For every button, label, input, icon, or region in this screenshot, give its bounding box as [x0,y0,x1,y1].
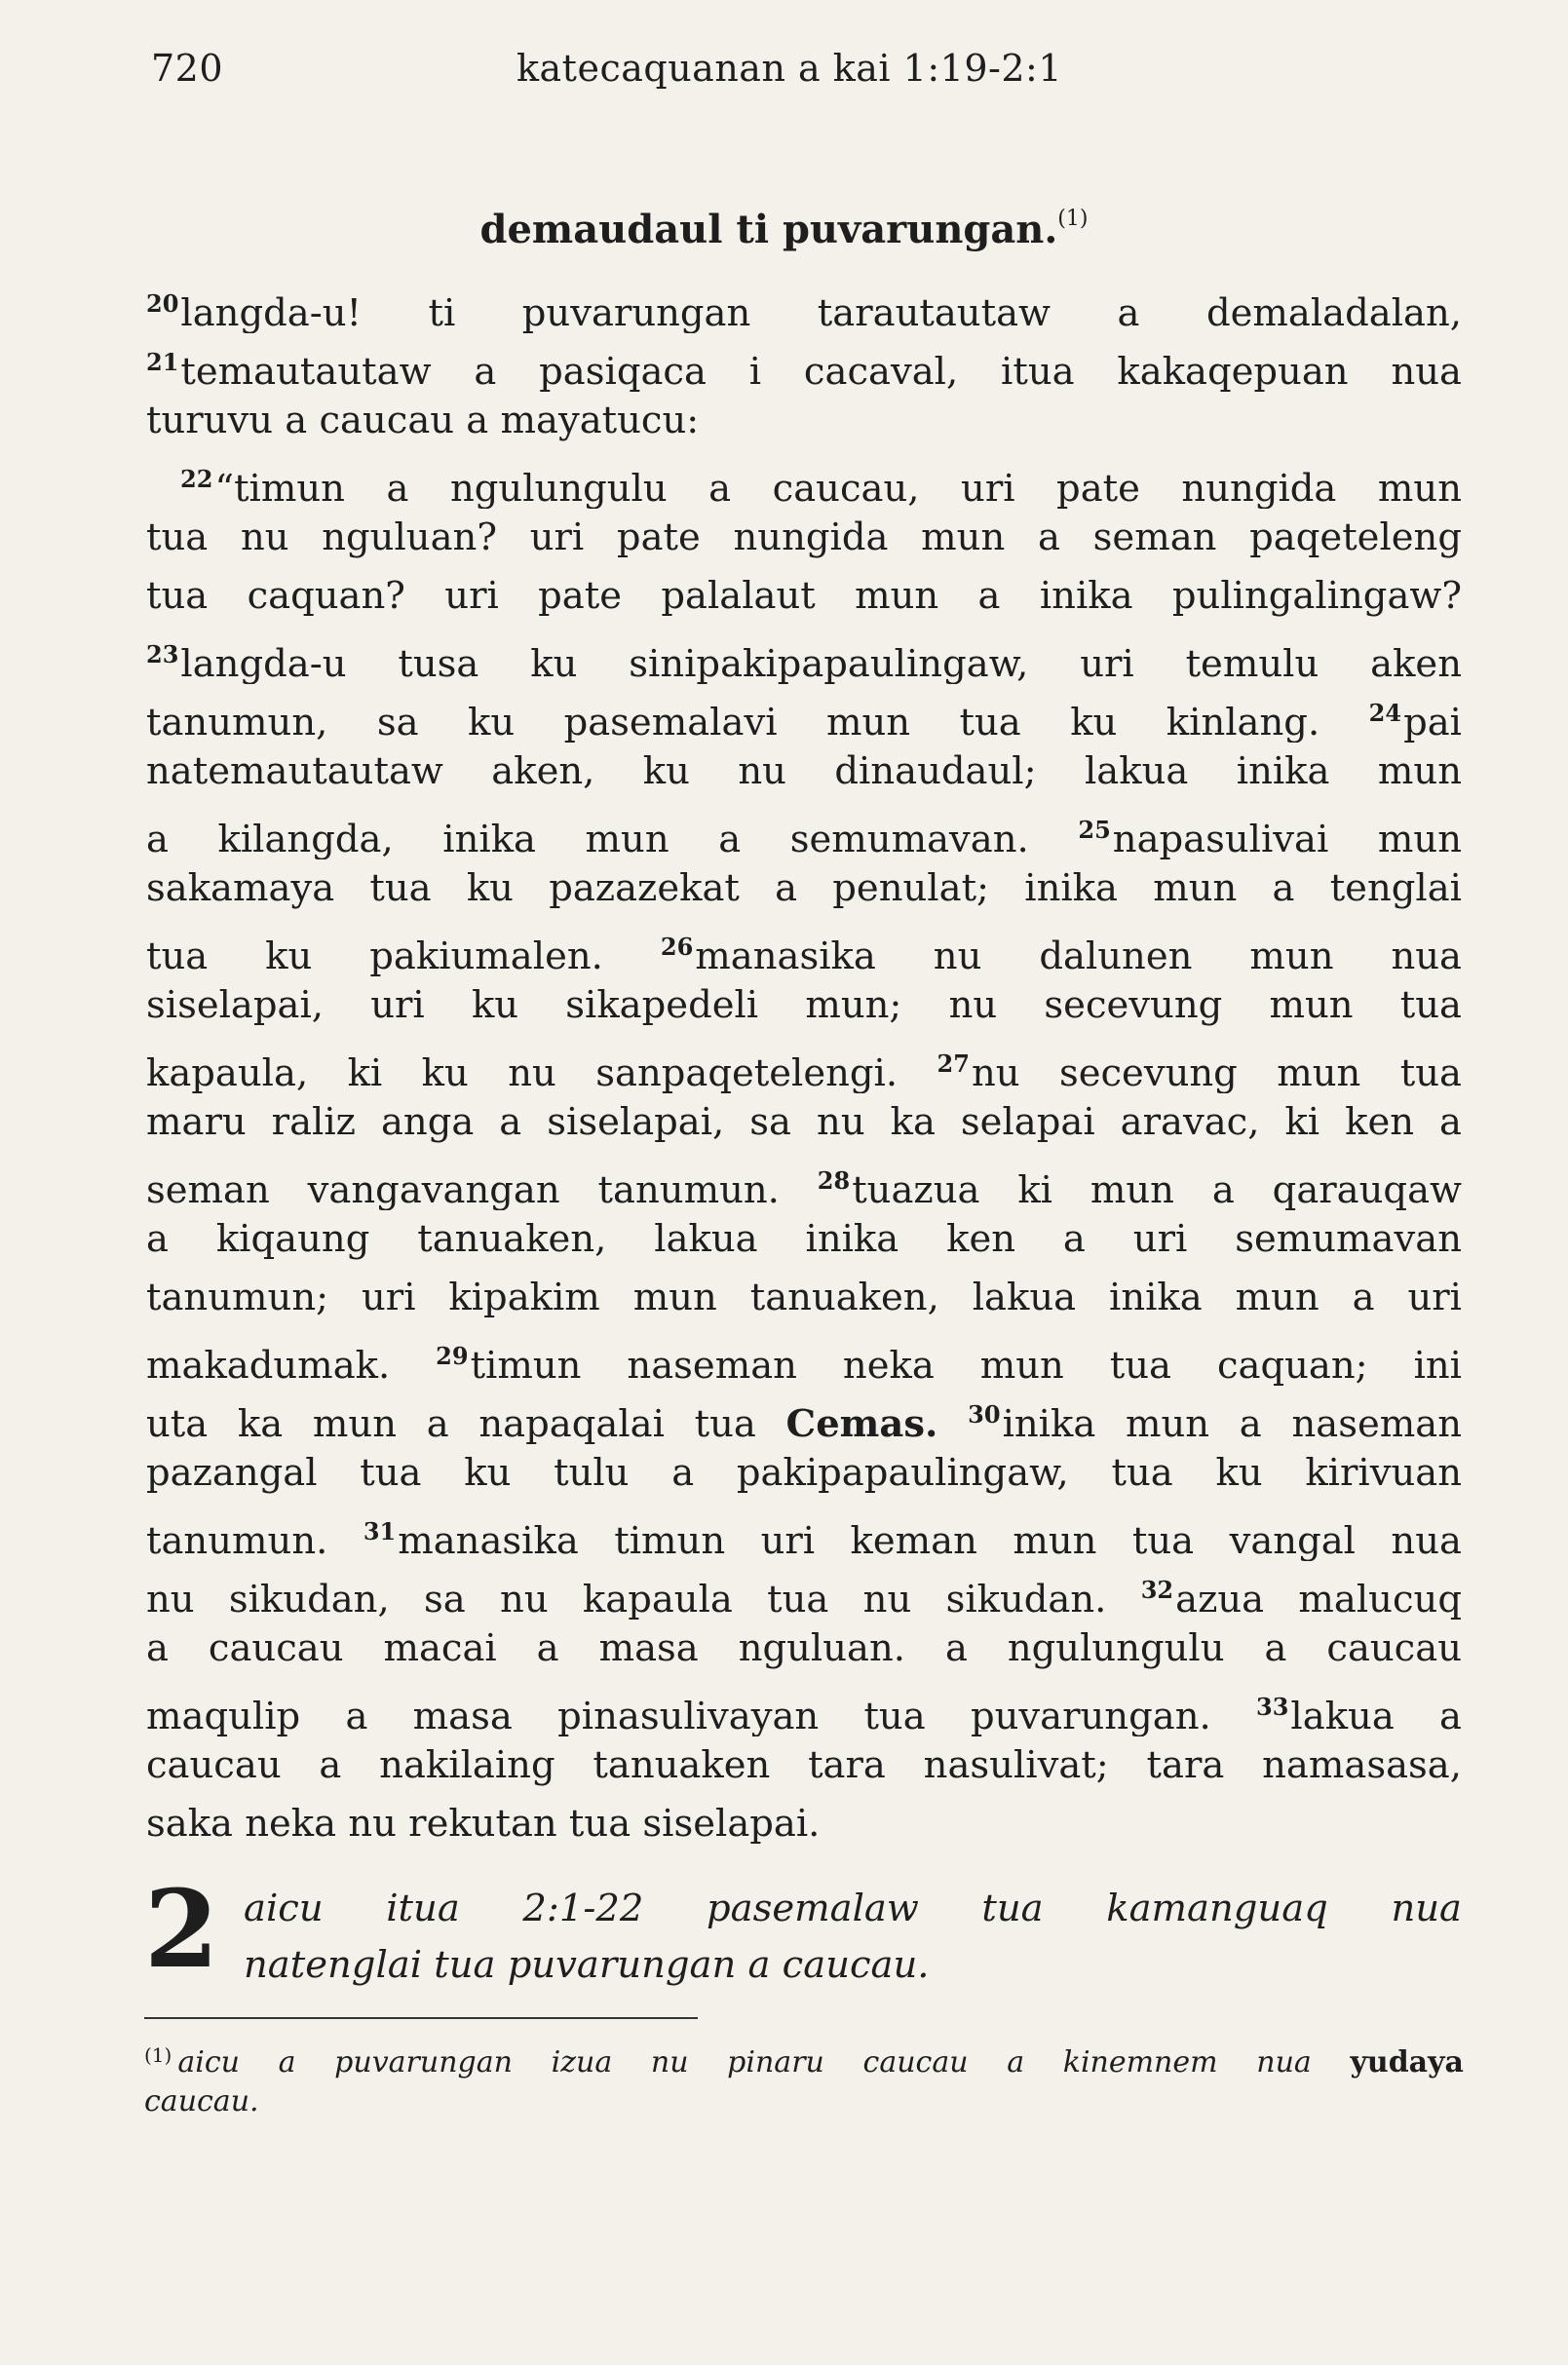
verse-number: 25 [1078,816,1111,844]
verse-number: 28 [817,1166,851,1195]
text-line [146,801,1462,859]
footnote-divider [144,2017,698,2019]
verse-number: 20 [146,289,179,318]
text-line [146,684,1462,743]
text-line [146,567,1462,626]
verse-text: makadumak. [146,1344,391,1386]
verse-text: timun naseman neka mun tua caquan; ini [470,1344,1462,1386]
text-line [146,509,1462,567]
verse-text: manasika nu dalunen mun nua [695,935,1462,976]
verse-text: langda-u! ti puvarungan tarautautaw a demaladalan, [180,291,1462,333]
text-line [146,1386,1462,1444]
verse-text: manasika timun uri keman mun tua vangal nua [398,1519,1462,1561]
verse-text: sakamaya tua ku pazazekat a penulat; inika mun a tenglai [146,866,1462,910]
verse-number: 29 [436,1342,469,1370]
text-line [146,333,1462,392]
verse-text: tua nu nguluan? uri pate nungida mun a seman paqeteleng [146,515,1462,559]
verse-text: nu sikudan, sa nu kapaula tua nu sikudan. [146,1578,1107,1620]
text-line [146,1327,1462,1386]
verse-text: caucau a nakilaing tanuaken tara nasulivat; tara namasasa, [146,1743,1462,1787]
verse-number: 33 [1256,1693,1289,1721]
footnote-text: aicu a puvarungan izua nu pinaru caucau a kinemnem nua [177,2045,1312,2079]
text-line [146,859,1462,918]
text-line [146,1503,1462,1561]
verse-text: tanumun. [146,1519,328,1561]
verse-text: a kiqaung tanuaken, lakua inika ken a uri semumavan [146,1217,1462,1261]
verse-text: temautautaw a pasiqaca i cacaval, itua kakaqepuan nua [180,350,1462,392]
verse-text: maru raliz anga a siselapai, sa nu ka selapai aravac, ki ken a [146,1100,1462,1144]
bold-word: Cemas. [785,1402,938,1444]
text-line [146,1736,1462,1795]
verse-text: inika mun a naseman [1002,1402,1462,1444]
verse-number: 27 [937,1049,970,1078]
section-heading [0,207,1568,252]
verse-text: saka neka nu rekutan tua siselapai. [146,1802,821,1846]
footnote-line: caucau. [144,2084,259,2118]
verse-text: tanumun; uri kipakim mun tanuaken, lakua inika mun a uri [146,1276,1462,1319]
text-line [146,976,1462,1035]
verse-text: “timun a ngulungulu a caucau, uri pate nungida mun [214,467,1462,509]
text-line [146,275,1462,333]
footnote [144,2032,1464,2125]
verse-text: natemautautaw aken, ku nu dinaudaul; lakua inika mun [146,749,1462,793]
text-line [146,1035,1462,1093]
text-line [146,392,1462,450]
summary-line: aicu itua 2:1-22 pasemalaw tua kamanguaq nua [244,1887,1462,1930]
verse-text: lakua a [1290,1695,1462,1736]
verse-text: turuvu a caucau a mayatucu: [146,399,700,442]
text-line [146,1152,1462,1210]
chapter-number: 2 [144,1866,219,1992]
verse-text: nu secevung mun tua [971,1051,1462,1093]
running-head [151,47,1467,105]
verse-text: a kilangda, inika mun a semumavan. [146,818,1029,859]
text-line [146,1795,1462,1853]
verse-number: 30 [968,1400,1001,1429]
chapter-summary [244,1881,1462,1994]
verse-text: a caucau macai a masa nguluan. a ngulungulu a caucau [146,1626,1462,1670]
verse-text: pazangal tua ku tulu a pakipapaulingaw, tua ku kirivuan [146,1451,1462,1495]
verse-number: 24 [1368,699,1402,727]
footnote-ref: (1) [1057,207,1089,231]
summary-line: natenglai tua puvarungan a caucau. [244,1943,930,1987]
verse-text: maqulip a masa pinasulivayan tua puvarungan. [146,1695,1211,1736]
verse-text: tanumun, sa ku pasemalavi mun tua ku kinlang. [146,701,1320,743]
verse-text: kapaula, ki ku nu sanpaqetelengi. [146,1051,899,1093]
verse-text: tuazua ki mun a qarauqaw [852,1168,1462,1210]
text-line [146,1561,1462,1620]
verse-number: 22 [180,465,213,493]
section-heading-text: demaudaul ti puvarungan. [479,207,1058,252]
text-line [146,1269,1462,1327]
verse-text: napasulivai mun [1112,818,1462,859]
verse-number: 32 [1140,1576,1174,1604]
verse-text: uta ka mun a napaqalai tua [146,1402,756,1444]
text-line [146,1444,1462,1503]
page-number: 720 [151,47,224,90]
verse-number: 23 [146,640,179,668]
verse-text: tua caquan? uri pate palalaut mun a inika pulingalingaw? [146,574,1462,618]
text-line [146,1678,1462,1736]
verse-number: 31 [363,1517,397,1545]
verse-number: 26 [660,933,694,961]
text-line [146,626,1462,684]
verse-text: seman vangavangan tanumun. [146,1168,780,1210]
verse-number: 21 [146,348,179,376]
verse-text: langda-u tusa ku sinipakipapaulingaw, uri temulu aken [180,642,1462,684]
footnote-marker: (1) [144,2043,172,2067]
text-line [146,743,1462,801]
text-line [146,450,1462,509]
verse-text: tua ku pakiumalen. [146,935,603,976]
verse-text: siselapai, uri ku sikapedeli mun; nu secevung mun tua [146,983,1462,1027]
body-text [146,275,1462,1853]
verse-text: pai [1403,701,1462,743]
text-line [146,1093,1462,1152]
verse-text: azua malucuq [1175,1578,1462,1620]
text-line [146,918,1462,976]
text-line [146,1620,1462,1678]
text-line [146,1210,1462,1269]
footnote-line [144,2032,1464,2079]
running-title: katecaquanan a kai 1:19-2:1 [516,47,1062,90]
footnote-bold: yudaya [1350,2045,1464,2079]
